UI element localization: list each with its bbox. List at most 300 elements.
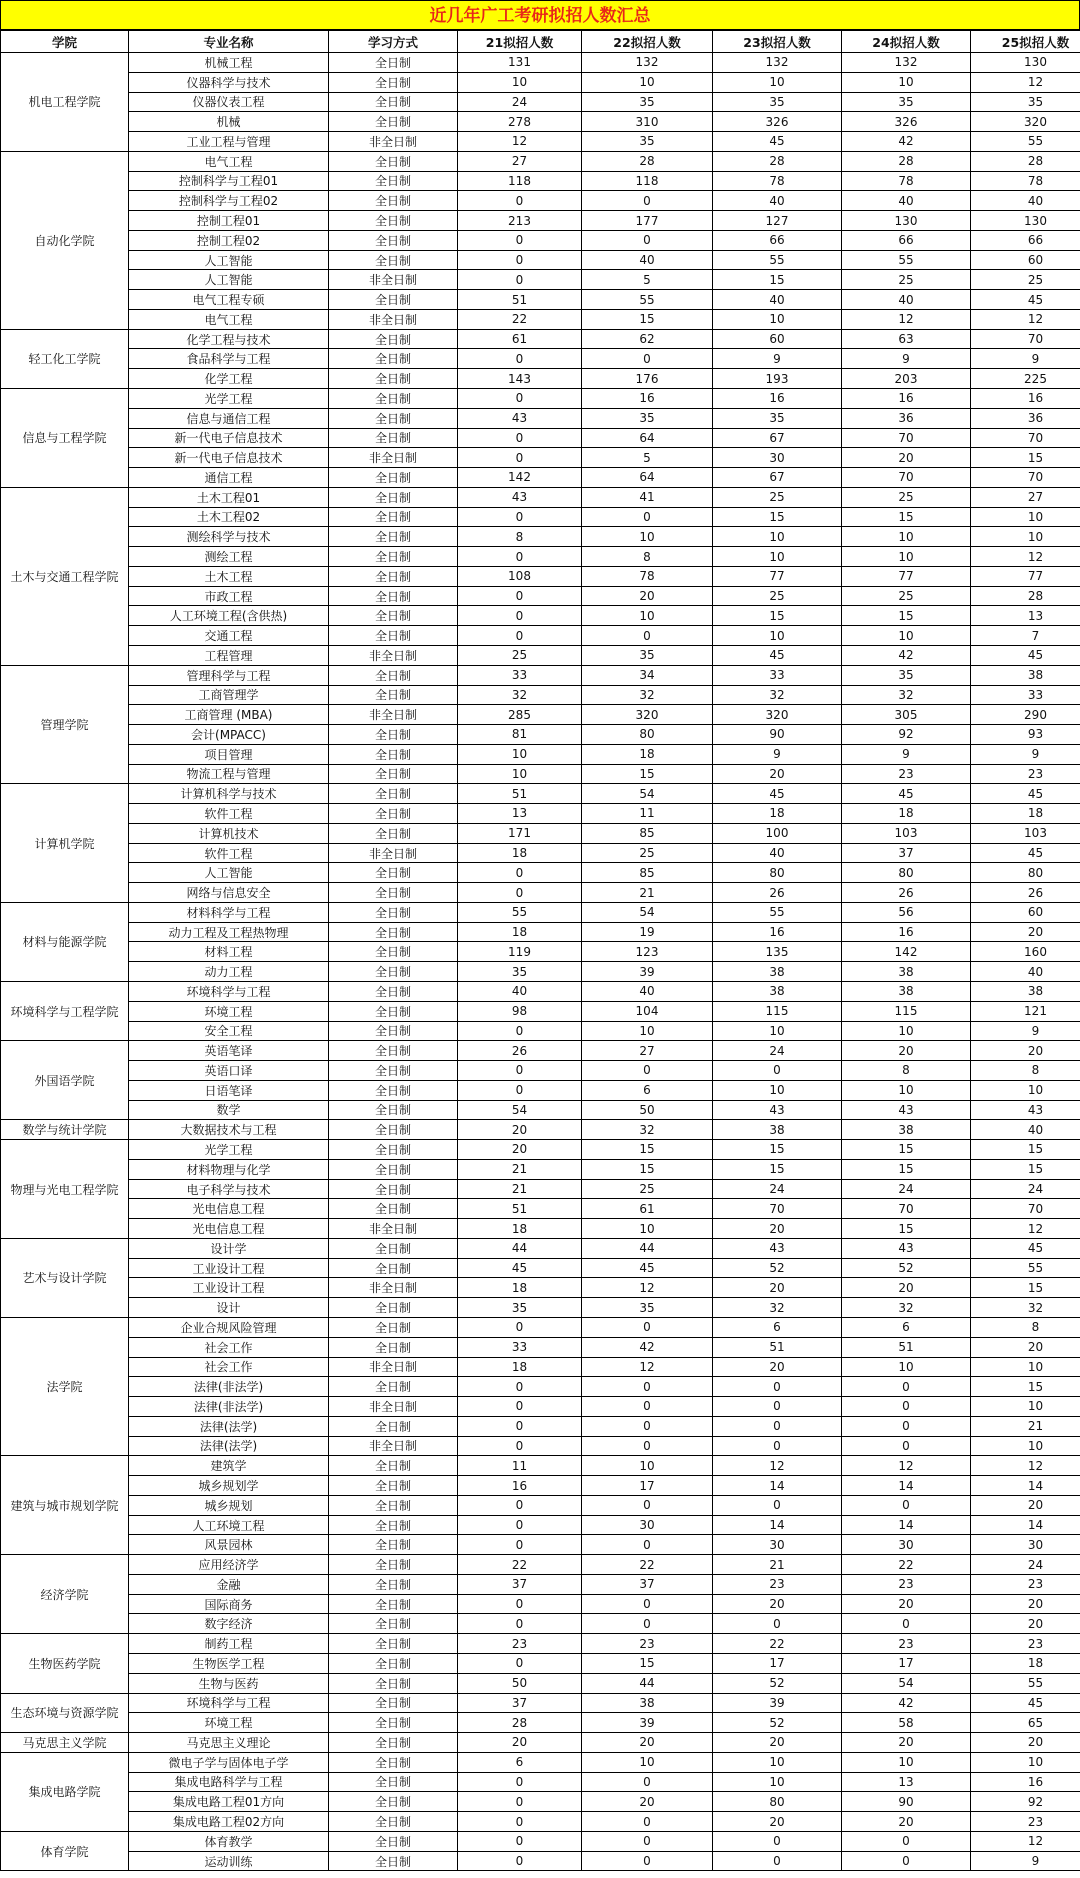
count-2024-cell: 20 <box>842 1733 971 1753</box>
table-row <box>1 1614 1080 1634</box>
count-2023-cell: 20 <box>713 1594 842 1614</box>
table-row <box>1 1733 1080 1753</box>
table-row <box>1 823 1080 843</box>
count-2025-cell: 160 <box>971 942 1080 962</box>
study-mode-cell: 全日制 <box>329 1614 458 1634</box>
count-2025-cell: 8 <box>971 1318 1080 1338</box>
count-2024-cell: 63 <box>842 329 971 349</box>
count-2021-cell: 0 <box>458 1080 582 1100</box>
study-mode-cell: 全日制 <box>329 1080 458 1100</box>
study-mode-cell: 全日制 <box>329 586 458 606</box>
count-2022-cell: 35 <box>582 1298 713 1318</box>
count-2024-cell: 30 <box>842 1535 971 1555</box>
count-2021-cell: 0 <box>458 1614 582 1634</box>
count-2025-cell: 93 <box>971 725 1080 745</box>
count-2023-cell: 26 <box>713 883 842 903</box>
study-mode-cell: 全日制 <box>329 250 458 270</box>
count-2025-cell: 20 <box>971 922 1080 942</box>
count-2023-cell: 0 <box>713 1851 842 1871</box>
study-mode-cell: 全日制 <box>329 863 458 883</box>
study-mode-cell: 全日制 <box>329 1733 458 1753</box>
table-row <box>1 389 1080 409</box>
table-row <box>1 922 1080 942</box>
count-2021-cell: 23 <box>458 1634 582 1654</box>
count-2024-cell: 54 <box>842 1673 971 1693</box>
count-2025-cell: 20 <box>971 1041 1080 1061</box>
count-2024-cell: 70 <box>842 428 971 448</box>
count-2021-cell: 0 <box>458 626 582 646</box>
table-row <box>1 1693 1080 1713</box>
count-2021-cell: 20 <box>458 1120 582 1140</box>
count-2023-cell: 127 <box>713 211 842 231</box>
count-2024-cell: 66 <box>842 230 971 250</box>
table-row <box>1 1041 1080 1061</box>
count-2025-cell: 45 <box>971 784 1080 804</box>
count-2024-cell: 23 <box>842 1634 971 1654</box>
study-mode-cell: 全日制 <box>329 329 458 349</box>
count-2024-cell: 103 <box>842 823 971 843</box>
count-2022-cell: 35 <box>582 645 713 665</box>
study-mode-cell: 全日制 <box>329 1851 458 1871</box>
count-2023-cell: 0 <box>713 1061 842 1081</box>
count-2025-cell: 16 <box>971 1772 1080 1792</box>
count-2021-cell: 21 <box>458 1179 582 1199</box>
count-2025-cell: 66 <box>971 230 1080 250</box>
table-row <box>1 329 1080 349</box>
count-2022-cell: 39 <box>582 962 713 982</box>
count-2021-cell: 45 <box>458 1258 582 1278</box>
study-mode-cell: 非全日制 <box>329 1436 458 1456</box>
study-mode-cell: 全日制 <box>329 369 458 389</box>
count-2023-cell: 66 <box>713 230 842 250</box>
table-row <box>1 804 1080 824</box>
count-2022-cell: 5 <box>582 270 713 290</box>
count-2024-cell: 10 <box>842 1752 971 1772</box>
college-cell: 环境科学与工程学院 <box>1 981 129 1040</box>
table-row <box>1 1436 1080 1456</box>
count-2021-cell: 0 <box>458 1021 582 1041</box>
table-row <box>1 408 1080 428</box>
count-2021-cell: 98 <box>458 1001 582 1021</box>
count-2021-cell: 18 <box>458 1278 582 1298</box>
count-2024-cell: 35 <box>842 665 971 685</box>
study-mode-cell: 全日制 <box>329 606 458 626</box>
count-2023-cell: 38 <box>713 981 842 1001</box>
study-mode-cell: 全日制 <box>329 902 458 922</box>
count-2021-cell: 142 <box>458 468 582 488</box>
table-row <box>1 1594 1080 1614</box>
count-2025-cell: 24 <box>971 1555 1080 1575</box>
study-mode-cell: 全日制 <box>329 1634 458 1654</box>
college-cell: 外国语学院 <box>1 1041 129 1120</box>
count-2023-cell: 10 <box>713 1080 842 1100</box>
count-2021-cell: 10 <box>458 744 582 764</box>
count-2023-cell: 16 <box>713 922 842 942</box>
table-row <box>1 744 1080 764</box>
count-2024-cell: 32 <box>842 685 971 705</box>
count-2025-cell: 45 <box>971 1693 1080 1713</box>
study-mode-cell: 全日制 <box>329 1713 458 1733</box>
count-2024-cell: 0 <box>842 1416 971 1436</box>
college-cell: 经济学院 <box>1 1555 129 1634</box>
count-2025-cell: 27 <box>971 487 1080 507</box>
count-2025-cell: 36 <box>971 408 1080 428</box>
count-2025-cell: 23 <box>971 1574 1080 1594</box>
count-2024-cell: 13 <box>842 1772 971 1792</box>
count-2023-cell: 10 <box>713 547 842 567</box>
count-2023-cell: 45 <box>713 645 842 665</box>
major-cell: 安全工程 <box>129 1021 329 1041</box>
count-2023-cell: 0 <box>713 1495 842 1515</box>
count-2025-cell: 45 <box>971 290 1080 310</box>
count-2025-cell: 20 <box>971 1495 1080 1515</box>
major-cell: 项目管理 <box>129 744 329 764</box>
count-2022-cell: 10 <box>582 1021 713 1041</box>
major-cell: 动力工程及工程热物理 <box>129 922 329 942</box>
count-2024-cell: 0 <box>842 1851 971 1871</box>
count-2023-cell: 0 <box>713 1436 842 1456</box>
major-cell: 集成电路工程01方向 <box>129 1792 329 1812</box>
count-2022-cell: 27 <box>582 1041 713 1061</box>
table-row <box>1 1238 1080 1258</box>
count-2025-cell: 38 <box>971 665 1080 685</box>
count-2021-cell: 0 <box>458 270 582 290</box>
count-2021-cell: 0 <box>458 1535 582 1555</box>
count-2021-cell: 0 <box>458 1851 582 1871</box>
study-mode-cell: 非全日制 <box>329 448 458 468</box>
count-2023-cell: 35 <box>713 408 842 428</box>
count-2021-cell: 0 <box>458 1377 582 1397</box>
count-2023-cell: 25 <box>713 586 842 606</box>
count-2024-cell: 43 <box>842 1238 971 1258</box>
header-2023: 23拟招人数 <box>713 31 842 53</box>
count-2024-cell: 17 <box>842 1654 971 1674</box>
college-cell: 法学院 <box>1 1318 129 1456</box>
study-mode-cell: 全日制 <box>329 389 458 409</box>
count-2021-cell: 6 <box>458 1752 582 1772</box>
study-mode-cell: 全日制 <box>329 547 458 567</box>
count-2022-cell: 32 <box>582 685 713 705</box>
major-cell: 城乡规划 <box>129 1495 329 1515</box>
count-2025-cell: 45 <box>971 843 1080 863</box>
count-2021-cell: 18 <box>458 843 582 863</box>
count-2023-cell: 14 <box>713 1476 842 1496</box>
count-2024-cell: 40 <box>842 191 971 211</box>
count-2022-cell: 0 <box>582 230 713 250</box>
count-2025-cell: 290 <box>971 705 1080 725</box>
count-2023-cell: 10 <box>713 1021 842 1041</box>
major-cell: 化学工程 <box>129 369 329 389</box>
study-mode-cell: 全日制 <box>329 1258 458 1278</box>
count-2021-cell: 0 <box>458 606 582 626</box>
count-2022-cell: 50 <box>582 1100 713 1120</box>
major-cell: 工程管理 <box>129 645 329 665</box>
study-mode-cell: 全日制 <box>329 1298 458 1318</box>
count-2023-cell: 18 <box>713 804 842 824</box>
count-2025-cell: 28 <box>971 586 1080 606</box>
college-cell: 材料与能源学院 <box>1 902 129 981</box>
major-cell: 机械工程 <box>129 53 329 73</box>
table-row <box>1 428 1080 448</box>
count-2021-cell: 21 <box>458 1159 582 1179</box>
table-row <box>1 527 1080 547</box>
college-cell: 信息与工程学院 <box>1 389 129 488</box>
major-cell: 电子科学与技术 <box>129 1179 329 1199</box>
study-mode-cell: 全日制 <box>329 1752 458 1772</box>
count-2021-cell: 10 <box>458 72 582 92</box>
count-2022-cell: 18 <box>582 744 713 764</box>
study-mode-cell: 全日制 <box>329 1831 458 1851</box>
study-mode-cell: 全日制 <box>329 428 458 448</box>
count-2024-cell: 115 <box>842 1001 971 1021</box>
count-2022-cell: 0 <box>582 1416 713 1436</box>
count-2022-cell: 118 <box>582 171 713 191</box>
count-2022-cell: 10 <box>582 1219 713 1239</box>
count-2025-cell: 70 <box>971 468 1080 488</box>
table-row <box>1 645 1080 665</box>
study-mode-cell: 全日制 <box>329 171 458 191</box>
count-2023-cell: 40 <box>713 290 842 310</box>
major-cell: 人工智能 <box>129 863 329 883</box>
count-2021-cell: 0 <box>458 1436 582 1456</box>
major-cell: 建筑学 <box>129 1456 329 1476</box>
count-2023-cell: 30 <box>713 448 842 468</box>
count-2024-cell: 15 <box>842 1219 971 1239</box>
count-2023-cell: 45 <box>713 784 842 804</box>
count-2024-cell: 38 <box>842 1120 971 1140</box>
count-2024-cell: 52 <box>842 1258 971 1278</box>
count-2023-cell: 55 <box>713 902 842 922</box>
count-2024-cell: 36 <box>842 408 971 428</box>
study-mode-cell: 非全日制 <box>329 1357 458 1377</box>
count-2024-cell: 10 <box>842 72 971 92</box>
count-2021-cell: 0 <box>458 863 582 883</box>
count-2021-cell: 43 <box>458 408 582 428</box>
table-row <box>1 1574 1080 1594</box>
major-cell: 人工环境工程(含供热) <box>129 606 329 626</box>
header-2022: 22拟招人数 <box>582 31 713 53</box>
count-2021-cell: 43 <box>458 487 582 507</box>
table-row <box>1 1456 1080 1476</box>
count-2024-cell: 9 <box>842 349 971 369</box>
count-2023-cell: 12 <box>713 1456 842 1476</box>
major-cell: 通信工程 <box>129 468 329 488</box>
count-2025-cell: 8 <box>971 1061 1080 1081</box>
count-2022-cell: 0 <box>582 1812 713 1832</box>
count-2021-cell: 0 <box>458 507 582 527</box>
count-2025-cell: 92 <box>971 1792 1080 1812</box>
major-cell: 新一代电子信息技术 <box>129 428 329 448</box>
study-mode-cell: 全日制 <box>329 1456 458 1476</box>
count-2025-cell: 9 <box>971 744 1080 764</box>
major-cell: 材料工程 <box>129 942 329 962</box>
count-2025-cell: 10 <box>971 1752 1080 1772</box>
table-row <box>1 112 1080 132</box>
study-mode-cell: 全日制 <box>329 191 458 211</box>
count-2022-cell: 34 <box>582 665 713 685</box>
study-mode-cell: 全日制 <box>329 804 458 824</box>
count-2024-cell: 10 <box>842 1357 971 1377</box>
study-mode-cell: 全日制 <box>329 1021 458 1041</box>
major-cell: 环境科学与工程 <box>129 1693 329 1713</box>
count-2023-cell: 67 <box>713 468 842 488</box>
count-2023-cell: 15 <box>713 1159 842 1179</box>
count-2022-cell: 40 <box>582 250 713 270</box>
table-row <box>1 1812 1080 1832</box>
count-2025-cell: 25 <box>971 270 1080 290</box>
header-college: 学院 <box>1 31 129 53</box>
major-cell: 企业合规风险管理 <box>129 1318 329 1338</box>
table-row <box>1 1159 1080 1179</box>
count-2025-cell: 26 <box>971 883 1080 903</box>
major-cell: 材料物理与化学 <box>129 1159 329 1179</box>
count-2023-cell: 20 <box>713 1219 842 1239</box>
count-2021-cell: 0 <box>458 428 582 448</box>
count-2021-cell: 143 <box>458 369 582 389</box>
count-2023-cell: 0 <box>713 1614 842 1634</box>
study-mode-cell: 全日制 <box>329 725 458 745</box>
header-2024: 24拟招人数 <box>842 31 971 53</box>
count-2022-cell: 38 <box>582 1693 713 1713</box>
count-2022-cell: 20 <box>582 1733 713 1753</box>
count-2025-cell: 12 <box>971 547 1080 567</box>
study-mode-cell: 全日制 <box>329 1772 458 1792</box>
major-cell: 控制工程02 <box>129 230 329 250</box>
count-2024-cell: 20 <box>842 1812 971 1832</box>
count-2023-cell: 10 <box>713 309 842 329</box>
table-row <box>1 1752 1080 1772</box>
count-2025-cell: 20 <box>971 1337 1080 1357</box>
count-2024-cell: 16 <box>842 389 971 409</box>
count-2022-cell: 35 <box>582 132 713 152</box>
major-cell: 国际商务 <box>129 1594 329 1614</box>
count-2021-cell: 28 <box>458 1713 582 1733</box>
study-mode-cell: 全日制 <box>329 784 458 804</box>
study-mode-cell: 全日制 <box>329 349 458 369</box>
table-row <box>1 290 1080 310</box>
table-row <box>1 191 1080 211</box>
major-cell: 测绘科学与技术 <box>129 527 329 547</box>
major-cell: 社会工作 <box>129 1357 329 1377</box>
count-2023-cell: 135 <box>713 942 842 962</box>
count-2024-cell: 32 <box>842 1298 971 1318</box>
count-2023-cell: 23 <box>713 1574 842 1594</box>
count-2022-cell: 44 <box>582 1238 713 1258</box>
study-mode-cell: 全日制 <box>329 1555 458 1575</box>
count-2024-cell: 56 <box>842 902 971 922</box>
study-mode-cell: 全日制 <box>329 1535 458 1555</box>
count-2022-cell: 0 <box>582 507 713 527</box>
count-2022-cell: 0 <box>582 1614 713 1634</box>
study-mode-cell: 全日制 <box>329 922 458 942</box>
count-2022-cell: 10 <box>582 1752 713 1772</box>
count-2023-cell: 9 <box>713 349 842 369</box>
major-cell: 信息与通信工程 <box>129 408 329 428</box>
count-2022-cell: 85 <box>582 823 713 843</box>
count-2025-cell: 60 <box>971 250 1080 270</box>
table-row <box>1 1634 1080 1654</box>
count-2022-cell: 35 <box>582 92 713 112</box>
count-2021-cell: 20 <box>458 1733 582 1753</box>
count-2021-cell: 44 <box>458 1238 582 1258</box>
table-row <box>1 981 1080 1001</box>
major-cell: 日语笔译 <box>129 1080 329 1100</box>
table-row <box>1 1377 1080 1397</box>
count-2022-cell: 320 <box>582 705 713 725</box>
count-2025-cell: 77 <box>971 566 1080 586</box>
study-mode-cell: 全日制 <box>329 1120 458 1140</box>
college-cell: 艺术与设计学院 <box>1 1238 129 1317</box>
table-row <box>1 309 1080 329</box>
count-2025-cell: 20 <box>971 1594 1080 1614</box>
study-mode-cell: 全日制 <box>329 764 458 784</box>
count-2021-cell: 0 <box>458 1654 582 1674</box>
count-2025-cell: 21 <box>971 1416 1080 1436</box>
header-2025: 25拟招人数 <box>971 31 1080 53</box>
college-cell: 集成电路学院 <box>1 1752 129 1831</box>
count-2025-cell: 9 <box>971 1851 1080 1871</box>
study-mode-cell: 全日制 <box>329 1238 458 1258</box>
study-mode-cell: 全日制 <box>329 1001 458 1021</box>
major-cell: 人工智能 <box>129 250 329 270</box>
major-cell: 仪器仪表工程 <box>129 92 329 112</box>
table-row <box>1 1772 1080 1792</box>
count-2022-cell: 8 <box>582 547 713 567</box>
count-2021-cell: 0 <box>458 586 582 606</box>
count-2022-cell: 64 <box>582 468 713 488</box>
count-2024-cell: 15 <box>842 1159 971 1179</box>
major-cell: 人工智能 <box>129 270 329 290</box>
major-cell: 市政工程 <box>129 586 329 606</box>
major-cell: 设计 <box>129 1298 329 1318</box>
count-2021-cell: 32 <box>458 685 582 705</box>
major-cell: 测绘工程 <box>129 547 329 567</box>
count-2024-cell: 203 <box>842 369 971 389</box>
count-2021-cell: 37 <box>458 1574 582 1594</box>
table-row <box>1 1831 1080 1851</box>
count-2024-cell: 25 <box>842 270 971 290</box>
count-2023-cell: 38 <box>713 962 842 982</box>
major-cell: 计算机科学与技术 <box>129 784 329 804</box>
count-2022-cell: 42 <box>582 1337 713 1357</box>
count-2024-cell: 20 <box>842 1041 971 1061</box>
count-2023-cell: 20 <box>713 1278 842 1298</box>
table-body <box>1 53 1080 1871</box>
study-mode-cell: 全日制 <box>329 53 458 73</box>
count-2024-cell: 8 <box>842 1061 971 1081</box>
count-2021-cell: 55 <box>458 902 582 922</box>
table-row <box>1 606 1080 626</box>
table-row <box>1 1021 1080 1041</box>
table-row <box>1 764 1080 784</box>
count-2022-cell: 39 <box>582 1713 713 1733</box>
table-row <box>1 547 1080 567</box>
study-mode-cell: 全日制 <box>329 230 458 250</box>
count-2025-cell: 103 <box>971 823 1080 843</box>
count-2021-cell: 11 <box>458 1456 582 1476</box>
count-2024-cell: 0 <box>842 1831 971 1851</box>
count-2021-cell: 33 <box>458 665 582 685</box>
study-mode-cell: 全日制 <box>329 1594 458 1614</box>
count-2022-cell: 104 <box>582 1001 713 1021</box>
count-2021-cell: 0 <box>458 1416 582 1436</box>
study-mode-cell: 全日制 <box>329 72 458 92</box>
count-2025-cell: 55 <box>971 132 1080 152</box>
major-cell: 设计学 <box>129 1238 329 1258</box>
count-2022-cell: 0 <box>582 1436 713 1456</box>
count-2025-cell: 40 <box>971 1120 1080 1140</box>
major-cell: 动力工程 <box>129 962 329 982</box>
